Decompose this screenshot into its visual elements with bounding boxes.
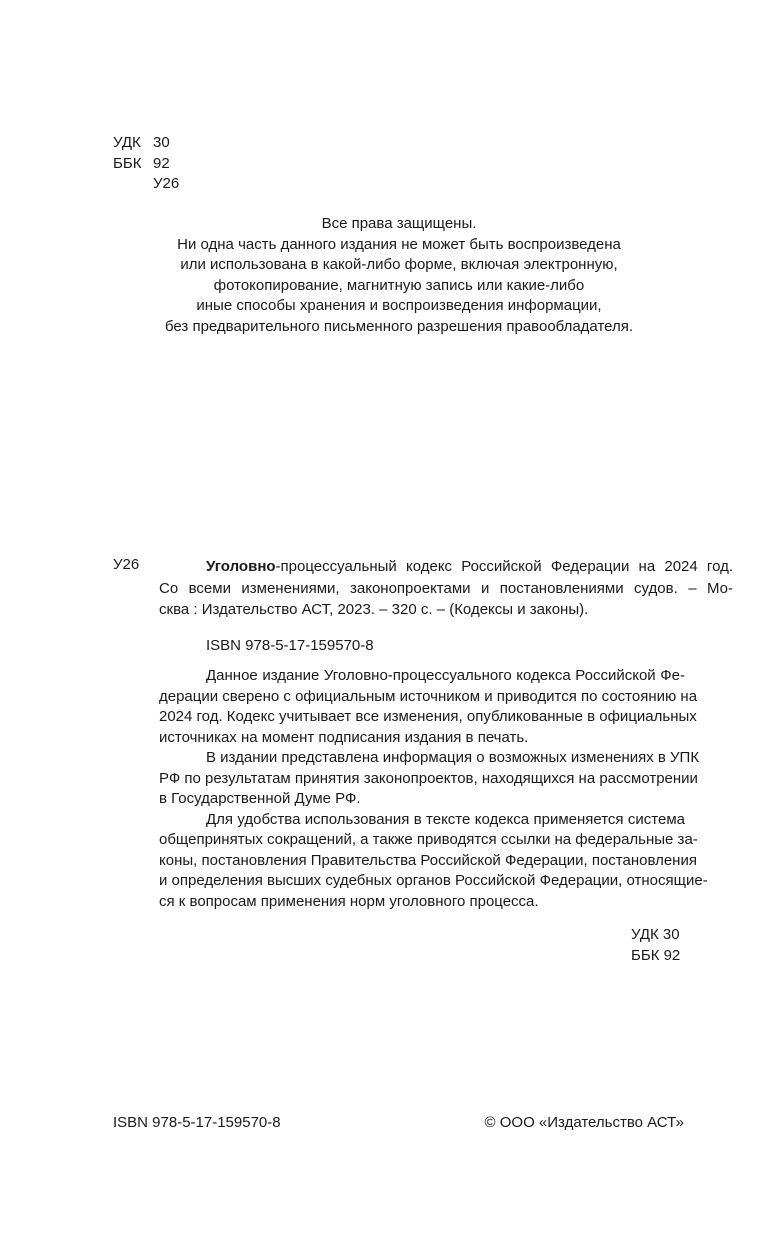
author-mark: У26 bbox=[153, 175, 180, 192]
entry-line: Со всеми изменениями, законопроектами и постановлениями судов. – Мо- bbox=[159, 579, 733, 597]
rights-notice bbox=[0, 214, 768, 337]
rights-line: иные способы хранения и воспроизведения информации, bbox=[196, 297, 602, 314]
annotation-line: в Государственной Думе РФ. bbox=[159, 790, 361, 807]
catalog-isbn: ISBN 978-5-17-159570-8 bbox=[206, 637, 374, 654]
annotation-line: и определения высших судебных органов Российской Федерации, относящие- bbox=[159, 872, 708, 889]
entry-title-bold: Уголовно bbox=[206, 558, 276, 575]
rights-line: фотокопирование, магнитную запись или какие-либо bbox=[213, 276, 585, 294]
annotation-line: общепринятых сокращений, а также приводятся ссылки на федеральные за- bbox=[159, 831, 698, 848]
annotation-line: дерации сверено с официальным источником и приводится по состоянию на bbox=[159, 687, 698, 705]
rights-line: Ни одна часть данного издания не может быть воспроизведена bbox=[177, 235, 621, 253]
bibliographic-description bbox=[159, 556, 733, 621]
annotation-line: Для удобства использования в тексте кодекса применяется система bbox=[206, 810, 685, 828]
classification-block bbox=[631, 925, 680, 966]
annotation-line: РФ по результатам принятия законопроектов, находящихся на рассмотрении bbox=[159, 769, 698, 787]
annotation-line: коны, постановления Правительства Российской Федерации, постановления bbox=[159, 851, 697, 869]
annotation-line: ся к вопросам применения норм уголовного процесса. bbox=[159, 892, 539, 910]
catalog-mark: У26 bbox=[113, 556, 140, 573]
annotation-line: Данное издание Уголовно-процессуального кодекса Российской Фе- bbox=[206, 667, 685, 684]
entry-line: Уголовно-процессуальный кодекс Российской Федерации на 2024 год. bbox=[206, 558, 733, 575]
rights-line: или использована в какой-либо форме, включая электронную, bbox=[180, 256, 618, 273]
udk-label: УДК bbox=[113, 134, 141, 151]
bbk-label: ББК bbox=[113, 154, 142, 172]
udk-value: 30 bbox=[153, 134, 170, 151]
bbk-code: ББК 92 bbox=[631, 946, 681, 964]
rights-line: Все права защищены. bbox=[321, 215, 477, 232]
annotation-line: источниках на момент подписания издания в печать. bbox=[159, 728, 529, 746]
rights-line: без предварительного письменного разрешения правообладателя. bbox=[164, 317, 634, 335]
entry-line: сква : Издательство АСТ, 2023. – 320 с. – (Кодексы и законы). bbox=[159, 601, 589, 618]
bbk-value: 92 bbox=[153, 154, 170, 172]
annotation-line: В издании представлена информация о возможных изменениях в УПК bbox=[206, 749, 700, 766]
udk-code: УДК 30 bbox=[631, 926, 680, 943]
classification-codes bbox=[113, 133, 179, 195]
annotation bbox=[159, 666, 708, 912]
footer-isbn: ISBN 978-5-17-159570-8 bbox=[113, 1114, 281, 1131]
footer-copyright: © ООО «Издательство АСТ» bbox=[484, 1114, 684, 1131]
annotation-line: 2024 год. Кодекс учитывает все изменения, опубликованные в официальных bbox=[159, 708, 697, 725]
